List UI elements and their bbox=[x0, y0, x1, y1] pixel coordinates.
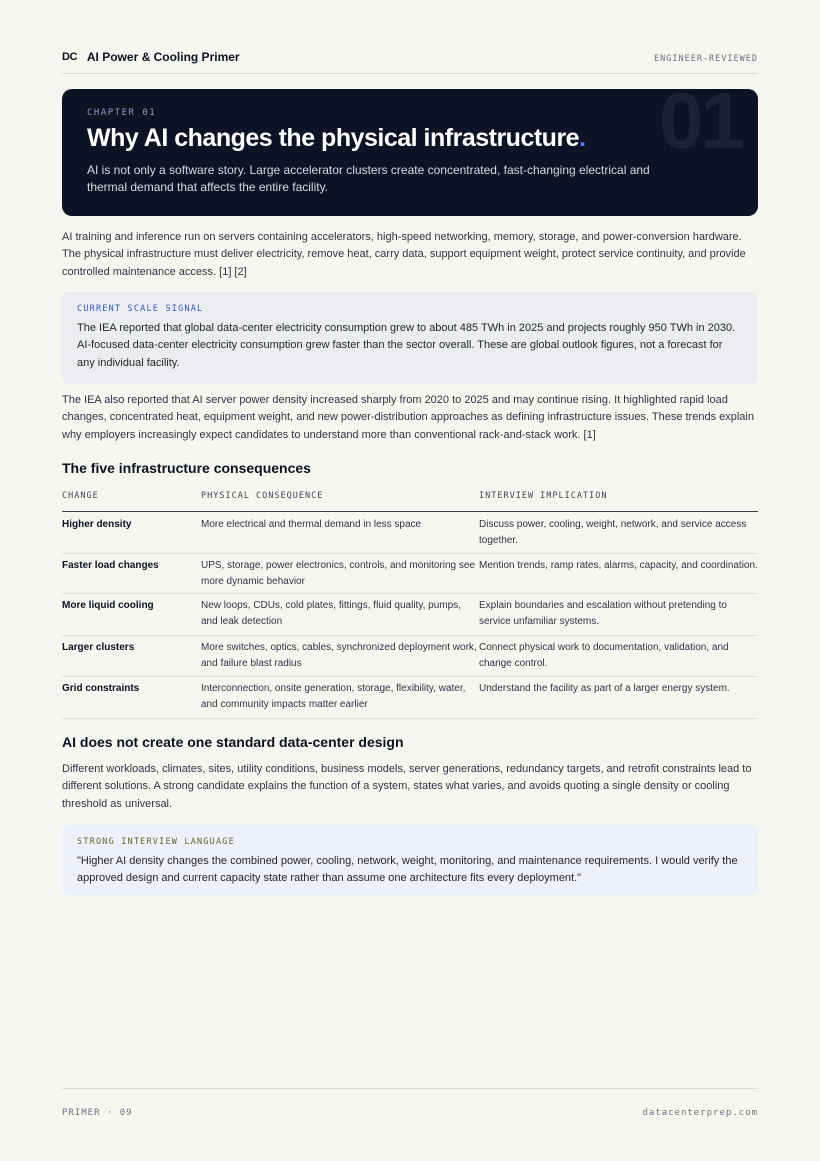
table-cell: Mention trends, ramp rates, alarms, capacity, and coordination. bbox=[479, 560, 758, 571]
table-cell: Explain boundaries and escalation without pretending to service unfamiliar systems. bbox=[479, 600, 727, 627]
page-footer bbox=[62, 1088, 758, 1118]
column-header: INTERVIEW IMPLICATION bbox=[479, 491, 608, 501]
density-paragraph: The IEA also reported that AI server power density increased sharply from 2020 to 2025 and may continue rising. It highlighted rapid load changes, concentrated heat, equipment weight, and new power-distribution approaches as defining infrastructure issues. These trends explain why employers increasingly expect candidates to understand more than conventional rack-and-stack work. [1] bbox=[62, 394, 754, 441]
table-cell: New loops, CDUs, cold plates, fittings, fluid quality, pumps, and leak detection bbox=[201, 600, 461, 627]
table-row bbox=[62, 677, 758, 719]
table-cell: UPS, storage, power electronics, controls, and monitoring see more dynamic behavior bbox=[201, 560, 476, 587]
column-header: CHANGE bbox=[62, 491, 99, 501]
scale-signal-callout bbox=[62, 292, 758, 384]
table-row bbox=[62, 594, 758, 636]
table-row bbox=[62, 512, 758, 554]
chapter-number-watermark: 01 bbox=[659, 89, 742, 165]
page-number: PRIMER · 09 bbox=[62, 1108, 133, 1118]
interview-language-callout bbox=[62, 825, 758, 895]
table-cell: Higher density bbox=[62, 519, 132, 530]
consequences-table bbox=[62, 491, 758, 719]
chapter-label: CHAPTER 01 bbox=[87, 108, 157, 118]
site-url[interactable]: datacenterprep.com bbox=[642, 1108, 758, 1118]
design-heading: AI does not create one standard data-center design bbox=[62, 734, 404, 750]
table-cell: Larger clusters bbox=[62, 642, 135, 653]
table-cell: More liquid cooling bbox=[62, 600, 154, 611]
chapter-subtitle: AI is not only a software story. Large accelerator clusters create concentrated, fast-changing electrical and thermal demand that affects the entire facility. bbox=[87, 163, 650, 194]
table-cell: Grid constraints bbox=[62, 683, 140, 694]
brand-name: AI Power & Cooling Primer bbox=[86, 50, 240, 64]
page-header bbox=[62, 50, 758, 74]
table-header bbox=[62, 491, 758, 512]
table-cell: Faster load changes bbox=[62, 560, 159, 571]
design-paragraph: Different workloads, climates, sites, utility conditions, business models, server generations, redundancy targets, and retrofit constraints lead to different solutions. A strong candidate explains the function of a system, states what varies, and avoids quoting a single density or cooling threshold as universal. bbox=[62, 763, 752, 810]
callout-label: CURRENT SCALE SIGNAL bbox=[77, 304, 204, 314]
callout-label: STRONG INTERVIEW LANGUAGE bbox=[77, 837, 235, 847]
table-row bbox=[62, 554, 758, 594]
intro-paragraph: AI training and inference run on servers containing accelerators, high-speed networking, memory, storage, and power-conversion hardware. The physical infrastructure must deliver electricity, remove heat, carry data, support equipment weight, protect service continuity, and provide controlled maintenance access. [1] [2] bbox=[62, 231, 746, 278]
table-cell: Understand the facility as part of a larger energy system. bbox=[479, 683, 730, 694]
review-tag: ENGINEER-REVIEWED bbox=[654, 54, 758, 64]
table-cell: More switches, optics, cables, synchronized deployment work, and failure blast radius bbox=[201, 642, 477, 669]
column-header: PHYSICAL CONSEQUENCE bbox=[201, 491, 324, 501]
chapter-hero bbox=[62, 89, 758, 216]
title-accent-dot: . bbox=[579, 124, 586, 152]
table-cell: Discuss power, cooling, weight, network, and service access together. bbox=[479, 519, 747, 546]
callout-body: The IEA reported that global data-center electricity consumption grew to about 485 TWh in 2025 and projects roughly 950 TWh in 2030. AI-focused data-center electricity consumption grew faster than the sector overall. These are global outlook figures, not a forecast for any individual facility. bbox=[77, 322, 736, 369]
brand-logo: DC bbox=[62, 51, 77, 63]
table-cell: Interconnection, onsite generation, storage, flexibility, water, and community impacts matter earlier bbox=[201, 683, 466, 710]
table-cell: Connect physical work to documentation, validation, and change control. bbox=[479, 642, 729, 669]
interview-quote: "Higher AI density changes the combined power, cooling, network, weight, monitoring, and maintenance requirements. I would verify the approved design and current capacity state rather than assume one architecture fits every deployment." bbox=[77, 855, 738, 885]
chapter-title bbox=[87, 124, 586, 153]
chapter-title-text: Why AI changes the physical infrastructure bbox=[87, 124, 580, 152]
brand bbox=[62, 50, 240, 64]
table-cell: More electrical and thermal demand in less space bbox=[201, 519, 422, 530]
table-row bbox=[62, 636, 758, 677]
consequences-heading: The five infrastructure consequences bbox=[62, 460, 311, 476]
